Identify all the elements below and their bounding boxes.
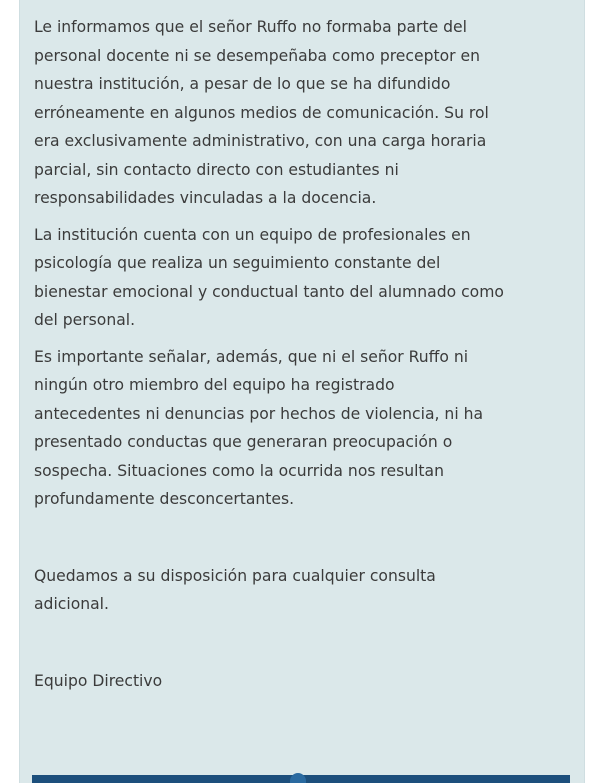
bottom-banner-indicator: [290, 773, 306, 783]
paragraph-no-antecedents: Es importante señalar, además, que ni el señor Ruffo ni ningún otro miembro del equipo ha registrado antecedentes ni denuncias por hechos de violencia, ni ha presentado conductas que generaran preocupación o sospecha. Situaciones como la ocurrida nos resultan profundamente desconcertantes.: [34, 347, 484, 508]
letter-signature: Equipo Directivo: [34, 671, 163, 690]
paragraph-psychology-team: La institución cuenta con un equipo de profesionales en psicología que realiza un seguimiento constante del bienestar emocional y conductual tanto del alumnado como del personal.: [34, 225, 504, 329]
letter-panel: [19, 0, 585, 783]
letter-body: [34, 13, 566, 703]
paragraph-closing: Quedamos a su disposición para cualquier consulta adicional.: [34, 566, 436, 613]
paragraph-role-clarification: Le informamos que el señor Ruffo no formaba parte del personal docente ni se desempeñaba como preceptor en nuestra institución, a pesar de lo que se ha difundido erróneamente en algunos medios de comunicación. Su rol era exclusivamente administrativo, con una carga horaria parcial, sin contacto directo con estudiantes ni responsabilidades vinculadas a la docencia.: [34, 18, 489, 207]
